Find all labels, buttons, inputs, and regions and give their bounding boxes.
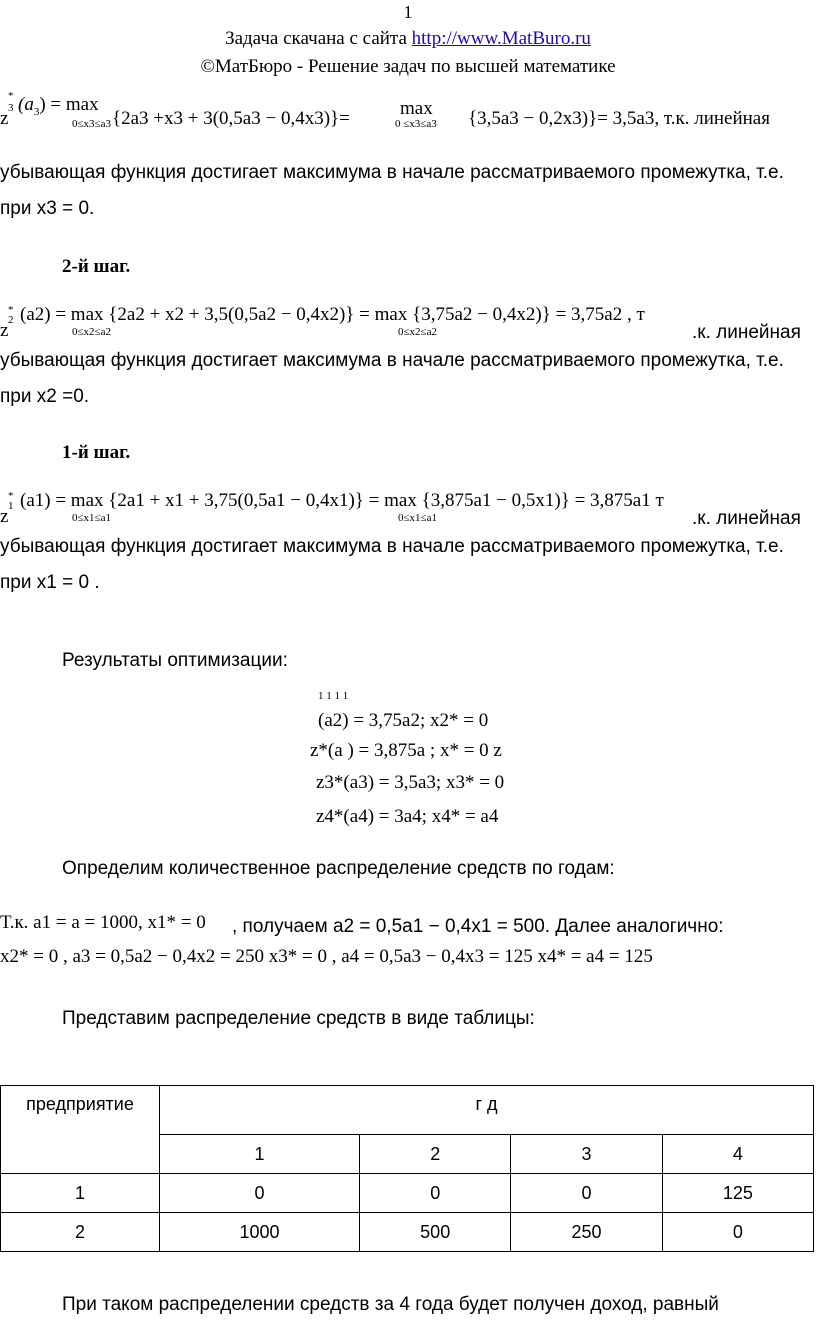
year-cell: 2 [360, 1135, 511, 1174]
results-row-2: z*(a ) = 3,875a ; x* = 0 z [310, 740, 502, 761]
value-cell: 250 [511, 1213, 662, 1252]
enterprise-cell: 2 [1, 1213, 160, 1252]
enterprise-cell: 1 [1, 1174, 160, 1213]
results-heading: Результаты оптимизации: [62, 650, 288, 671]
value-cell: 500 [360, 1213, 511, 1252]
step3-arg: $(a_3) = \max$ [18, 94, 99, 118]
distribution-line2: x2* = 0 , a3 = 0,5a2 − 0,4x2 = 250 x3* = 0 , a4 = 0,5a3 − 0,4x3 = 125 x4* = a4 = 125 [0, 946, 653, 967]
results-ones-row: 1 1 1 1 [318, 690, 349, 702]
value-cell: 0 [160, 1174, 360, 1213]
step3-max2: max [400, 98, 433, 119]
step3-text-line2: убывающая функция достигает максимума в начале рассматриваемого промежутка, т.е. [0, 162, 784, 183]
step2-range1: 0≤x2≤a2 [72, 326, 111, 338]
site-link[interactable]: http://www.MatBuro.ru [411, 28, 591, 49]
step2-range2: 0≤x2≤a2 [398, 326, 437, 338]
step2-tail: .к. линейная [692, 322, 801, 343]
header-prefix: Задача скачана с сайта [225, 28, 412, 49]
results-row-1: (a2) = 3,75a2; x2* = 0 [318, 710, 489, 731]
value-cell: 125 [662, 1174, 813, 1213]
table-row [1, 1213, 814, 1252]
col-year-header: г д [160, 1086, 814, 1135]
year-cell: 3 [511, 1135, 662, 1174]
distribution-line1-a: Т.к. a1 = a = 1000, x1* = 0 [0, 912, 206, 933]
step2-text-line3: при x2 =0. [0, 386, 90, 407]
step2-formula-block: * 2 z (a2) = max {2a2 + x2 + 3,5(0,5a2 − 0,4x2)} = max {3,75a2 − 0,4x2)} = 3,75a2 , т 0≤x2≤a2 0≤x2≤a2 .к. линейная [0, 304, 801, 343]
step3-body: {2a3 +x3 + 3(0,5a3 − 0,4x3)}= [112, 108, 350, 129]
distribution-table [0, 1085, 814, 1252]
step1-text-line3: при x1 = 0 . [0, 572, 100, 593]
step1-title: 1-й шаг. [62, 442, 131, 463]
step3-text-line3: при x3 = 0. [0, 198, 95, 219]
step1-formula: (a1) = max {2a1 + x1 + 3,75(0,5a1 − 0,4x1)} = max {3,875a1 − 0,5x1)} = 3,875a1 т [20, 490, 664, 511]
year-cell: 4 [662, 1135, 813, 1174]
step2-text-line2: убывающая функция достигает максимума в начале рассматриваемого промежутка, т.е. [0, 350, 784, 371]
header-subtitle: ©МатБюро - Решение задач по высшей математике [200, 56, 616, 77]
year-cell: 1 [160, 1135, 360, 1174]
table-row [1, 1174, 814, 1213]
step3-range2: 0 ≤x3≤a3 [395, 118, 437, 130]
page-number: 1 [403, 2, 413, 22]
step1-tail: .к. линейная [692, 508, 801, 529]
value-cell: 0 [662, 1213, 813, 1252]
col-enterprise-header: предприятие [1, 1086, 160, 1174]
table-intro: Представим распределение средств в виде таблицы: [62, 1008, 535, 1029]
step1-range2: 0≤x1≤a1 [398, 512, 437, 524]
value-cell: 0 [511, 1174, 662, 1213]
results-row-3: z3*(a3) = 3,5a3; x3* = 0 [316, 772, 505, 793]
value-cell: 1000 [160, 1213, 360, 1252]
table-header-row [1, 1086, 814, 1135]
step2-title: 2-й шаг. [62, 256, 131, 277]
step3-body2: {3,5a3 − 0,2x3)}= 3,5a3, т.к. линейная [468, 108, 770, 129]
closing-text: При таком распределении средств за 4 года будет получен доход, равный [62, 1294, 719, 1315]
step1-formula-block: * 1 z (a1) = max {2a1 + x1 + 3,75(0,5a1 − 0,4x1)} = max {3,875a1 − 0,5x1)} = 3,875a1 т 0≤x1≤a1 0≤x1≤a1 .к. линейная [0, 490, 801, 529]
value-cell: 0 [360, 1174, 511, 1213]
step1-range1: 0≤x1≤a1 [72, 512, 111, 524]
site-header [0, 28, 816, 50]
results-row-4: z4*(a4) = 3a4; x4* = a4 [316, 806, 499, 827]
step1-text-line2: убывающая функция достигает максимума в начале рассматриваемого промежутка, т.е. [0, 536, 784, 557]
step2-formula: (a2) = max {2a2 + x2 + 3,5(0,5a2 − 0,4x2)} = max {3,75a2 − 0,4x2)} = 3,75a2 , т [20, 304, 645, 325]
distribution-line1-b: , получаем a2 = 0,5a1 − 0,4x1 = 500. Далее аналогично: [232, 916, 724, 937]
step3-range: 0≤x3≤a3 [72, 118, 111, 130]
distribution-heading: Определим количественное распределение средств по годам: [62, 858, 615, 879]
